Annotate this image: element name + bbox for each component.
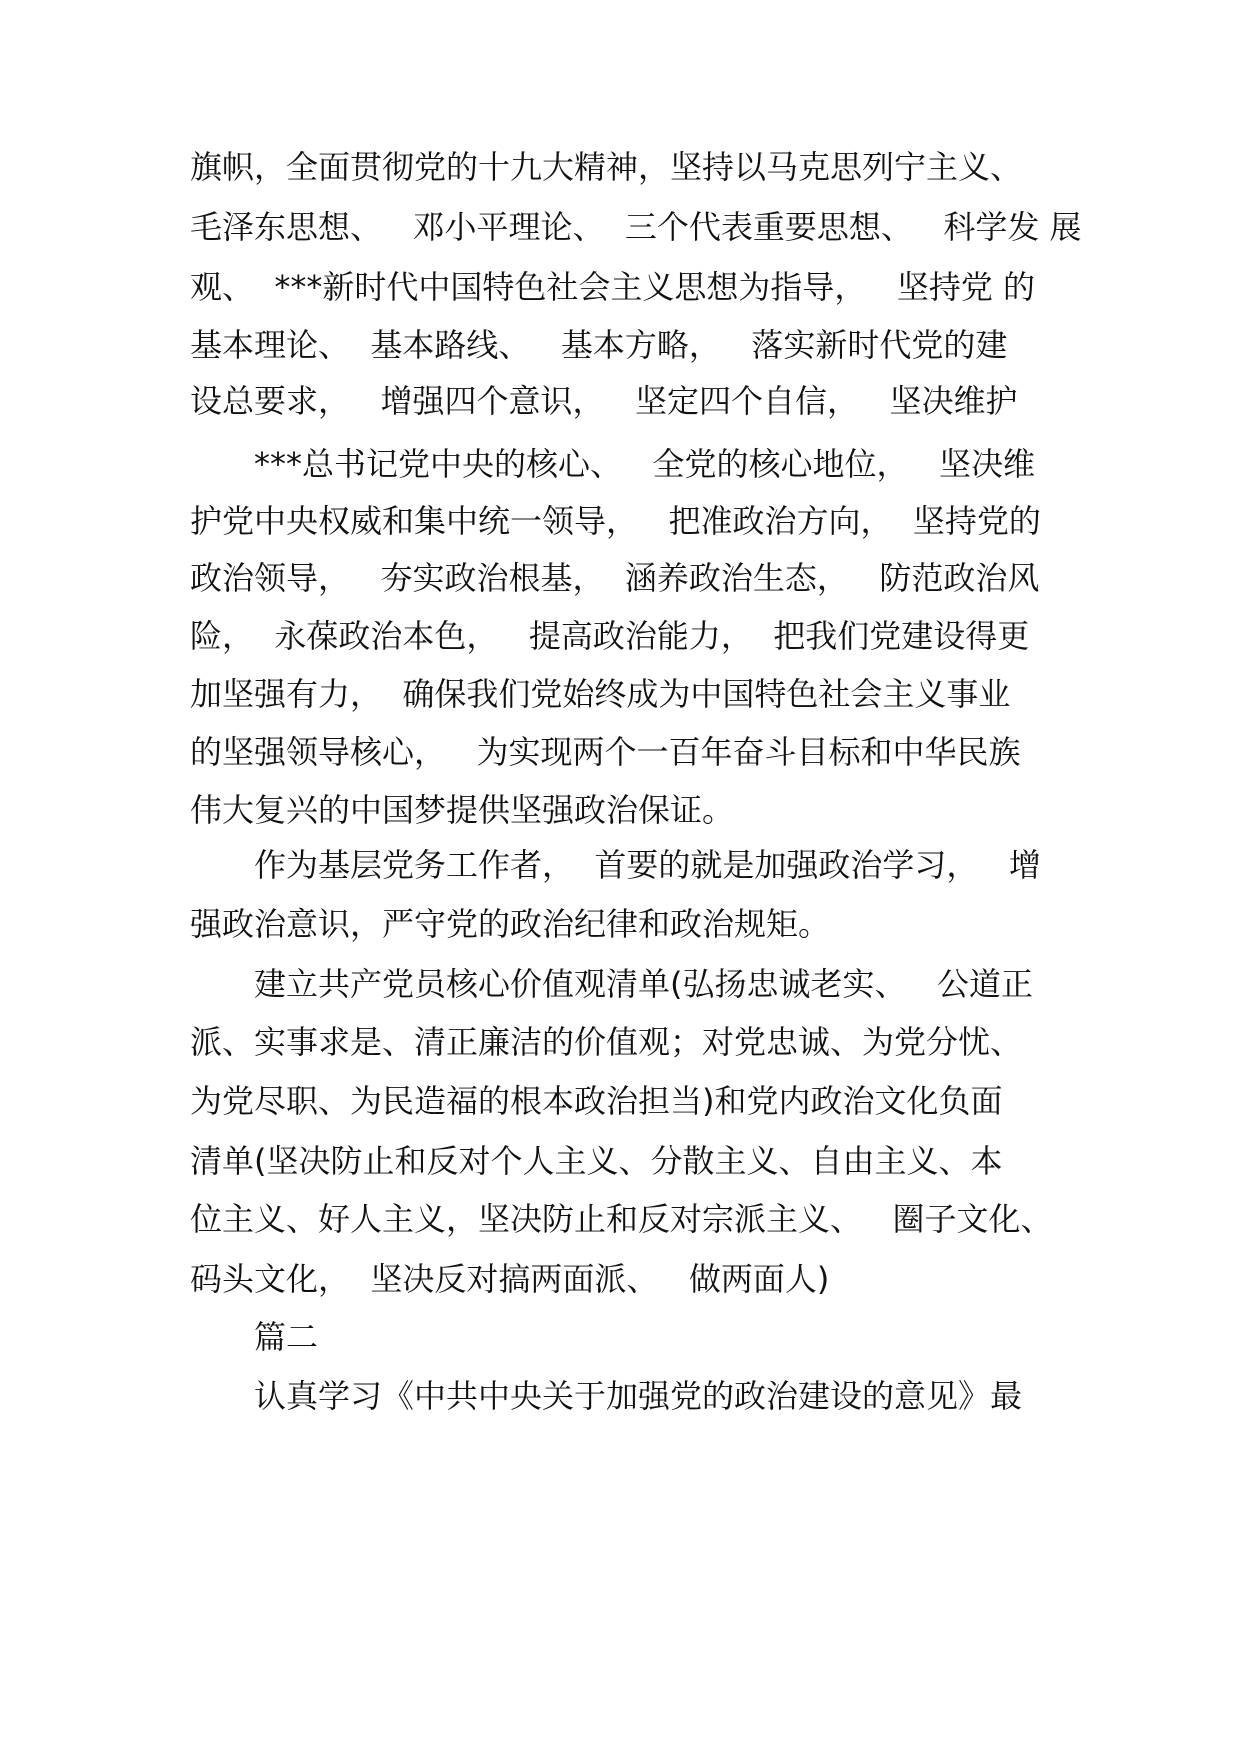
- text-line: 强政治意识，严守党的政治纪律和政治规矩。: [190, 905, 831, 943]
- section-heading: 篇二: [254, 1318, 319, 1356]
- text-line: 认真学习《中共中央关于加强党的政治建设的意见》最: [254, 1377, 1023, 1415]
- text-line: 险， 永葆政治本色， 提高政治能力， 把我们党建设得更: [190, 617, 1030, 655]
- text-line: 建立共产党员核心价值观清单(弘扬忠诚老实、 公道正: [254, 965, 1034, 1003]
- text-line: 旗帜，全面贯彻党的十九大精神，坚持以马克思列宁主义、: [190, 148, 1023, 186]
- text-line: 的坚强领导核心， 为实现两个一百年奋斗目标和中华民族: [190, 733, 1021, 771]
- text-line: 清单(坚决防止和反对个人主义、分散主义、自由主义、本: [190, 1142, 1003, 1180]
- text-line: ***总书记党中央的核心、 全党的核心地位， 坚决维: [254, 445, 1036, 483]
- text-line: 观、 ***新时代中国特色社会主义思想为指导， 坚持党 的: [190, 268, 1036, 306]
- text-line: 为党尽职、为民造福的根本政治担当)和党内政治文化负面: [190, 1082, 1003, 1120]
- text-line: 加坚强有力， 确保我们党始终成为中国特色社会主义事业: [190, 675, 1011, 713]
- text-line: 护党中央权威和集中统一领导， 把准政治方向， 坚持党的: [190, 502, 1041, 540]
- text-line: 作为基层党务工作者， 首要的就是加强政治学习， 增: [254, 846, 1041, 884]
- text-line: 伟大复兴的中国梦提供坚强政治保证。: [190, 791, 735, 829]
- text-line: 派、实事求是、清正廉洁的价值观；对党忠诚、为党分忧、: [190, 1023, 1023, 1061]
- text-line: 基本理论、 基本路线、 基本方略， 落实新时代党的建: [190, 326, 1008, 364]
- text-line: 码头文化， 坚决反对搞两面派、 做两面人): [190, 1260, 830, 1298]
- text-line: 政治领导， 夯实政治根基， 涵养政治生态， 防范政治风: [190, 559, 1040, 597]
- text-line: 毛泽东思想、 邓小平理论、 三个代表重要思想、 科学发 展: [190, 208, 1082, 246]
- text-line: 位主义、好人主义，坚决防止和反对宗派主义、 圈子文化、: [190, 1200, 1053, 1238]
- text-line: 设总要求， 增强四个意识， 坚定四个自信， 坚决维护: [190, 382, 1018, 420]
